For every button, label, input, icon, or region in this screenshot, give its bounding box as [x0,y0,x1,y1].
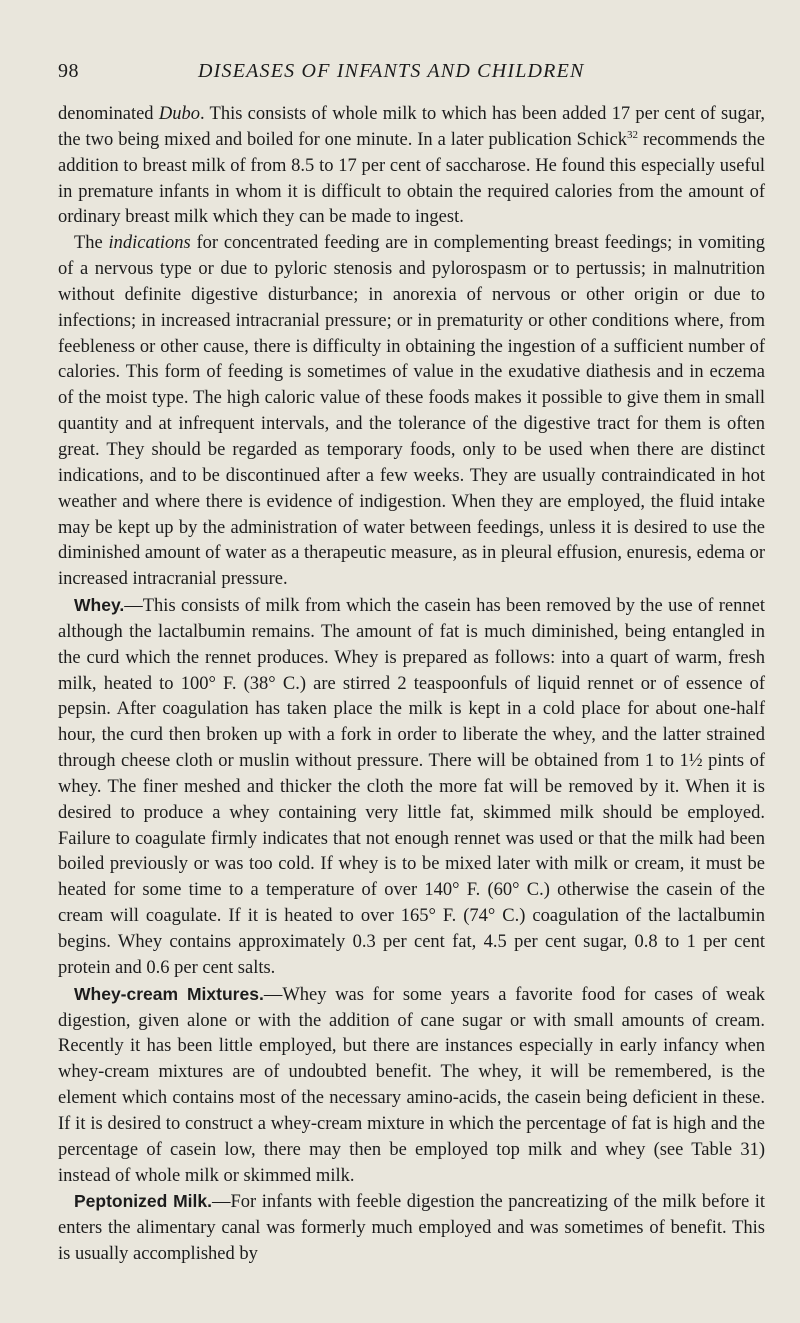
section-lead-heading: Peptonized Milk. [74,1191,212,1212]
page-number: 98 [58,60,79,82]
paragraph-text: —For infants with feeble digestion the pancreatizing of the milk before it enters the alimentary canal was formerly much employed and was sometimes of benefit. This is usually accomplished by [58,1192,765,1265]
paragraph-whey [58,593,765,982]
citation-superscript: 32 [627,128,639,141]
italic-term: Dubo [158,104,200,124]
paragraph-text: recommends the addition to breast milk of from 8.5 to 17 per cent of saccharose. He found this especially useful in premature infants in whom it is difficult to obtain the required calories from the amount of ordinary breast milk which they can be made to ingest. [58,129,765,228]
paragraph-indications [58,231,765,593]
section-lead-heading: Whey. [74,595,125,616]
page-header [58,60,758,90]
paragraph-whey-cream [58,982,765,1190]
running-head: DISEASES OF INFANTS AND CHILDREN [198,60,585,82]
paragraph-text: for concentrated feeding are in complementing breast feedings; in vomiting of a nervous type or due to pyloric stenosis and pylorospasm or to pertussis; in malnutrition without definite digestive disturbance; in anorexia of nervous or other origin or due to infections; in increased intracranial pressure; or in prematurity or other conditions where, from feebleness or other cause, there is difficulty in obtaining the ingestion of a sufficient number of calories. This form of feeding is sometimes of value in the exudative diathesis and in eczema of the moist type. The high caloric value of these foods makes it possible to give them in small quantity and at infrequent intervals, and the tolerance of the digestive tract for them is often great. They should be regarded as temporary foods, only to be used when there are distinct indications, and to be discontinued after a few weeks. They are usually contraindicated in hot weather and where there is evidence of indigestion. When they are employed, the fluid intake may be kept up by the administration of water between feedings, unless it is desired to use the diminished amount of water as a therapeutic measure, as in pleural effusion, enuresis, edema or increased intracranial pressure. [58,233,766,590]
paragraph-peptonized [58,1189,765,1268]
paragraph-dubo [58,102,765,231]
paragraph-text: . This consists of whole milk to which has been added 17 per cent of sugar, the two being mixed and boiled for one minute. In a later publication Schick [58,104,765,150]
paragraph-text: denominated [58,104,159,124]
section-lead-heading: Whey-cream Mixtures. [74,983,264,1004]
paragraph-text: —Whey was for some years a favorite food for cases of weak digestion, given alone or with the addition of cane sugar or with small amounts of cream. Recently it has been little employed, but there are instances especially in early infancy when whey-cream mixtures are of undoubted benefit. The whey, it will be remembered, is the element which contains most of the necessary amino-acids, the casein being deficient in these. If it is desired to construct a whey-cream mixture in which the percentage of fat is high and the percentage of casein low, there may then be employed top milk and whey (see Table 31) instead of whole milk or skimmed milk. [58,984,765,1186]
paragraph-text: The [74,233,109,254]
italic-term: indications [108,233,191,254]
body-text [58,102,765,1268]
paragraph-text: —This consists of milk from which the casein has been removed by the use of rennet although the lactalbumin remains. The amount of fat is much diminished, being entangled in the curd which the rennet produces. Whey is prepared as follows: into a quart of warm, fresh milk, heated to 100° F. (38° C.) are stirred 2 teaspoonfuls of liquid rennet or of essence of pepsin. After coagulation has taken place the milk is kept in a cold place for about one-half hour, the curd then broken up with a fork in order to liberate the whey, and the latter strained through cheese cloth or muslin without pressure. There will be obtained from 1 to 1½ pints of whey. The finer meshed and thicker the cloth the more fat will be removed by it. When it is desired to produce a whey containing very little fat, skimmed milk should be employed. Failure to coagulate firmly indicates that not enough rennet was used or that the milk had been boiled previously or was too cold. If whey is to be mixed later with milk or cream, it must be heated for some time to a temperature of over 140° F. (60° C.) otherwise the casein of the cream will coagulate. If it is heated to over 165° F. (74° C.) coagulation of the lactalbumin begins. Whey contains approximately 0.3 per cent fat, 4.5 per cent sugar, 0.8 to 1 per cent protein and 0.6 per cent salts. [58,596,765,978]
